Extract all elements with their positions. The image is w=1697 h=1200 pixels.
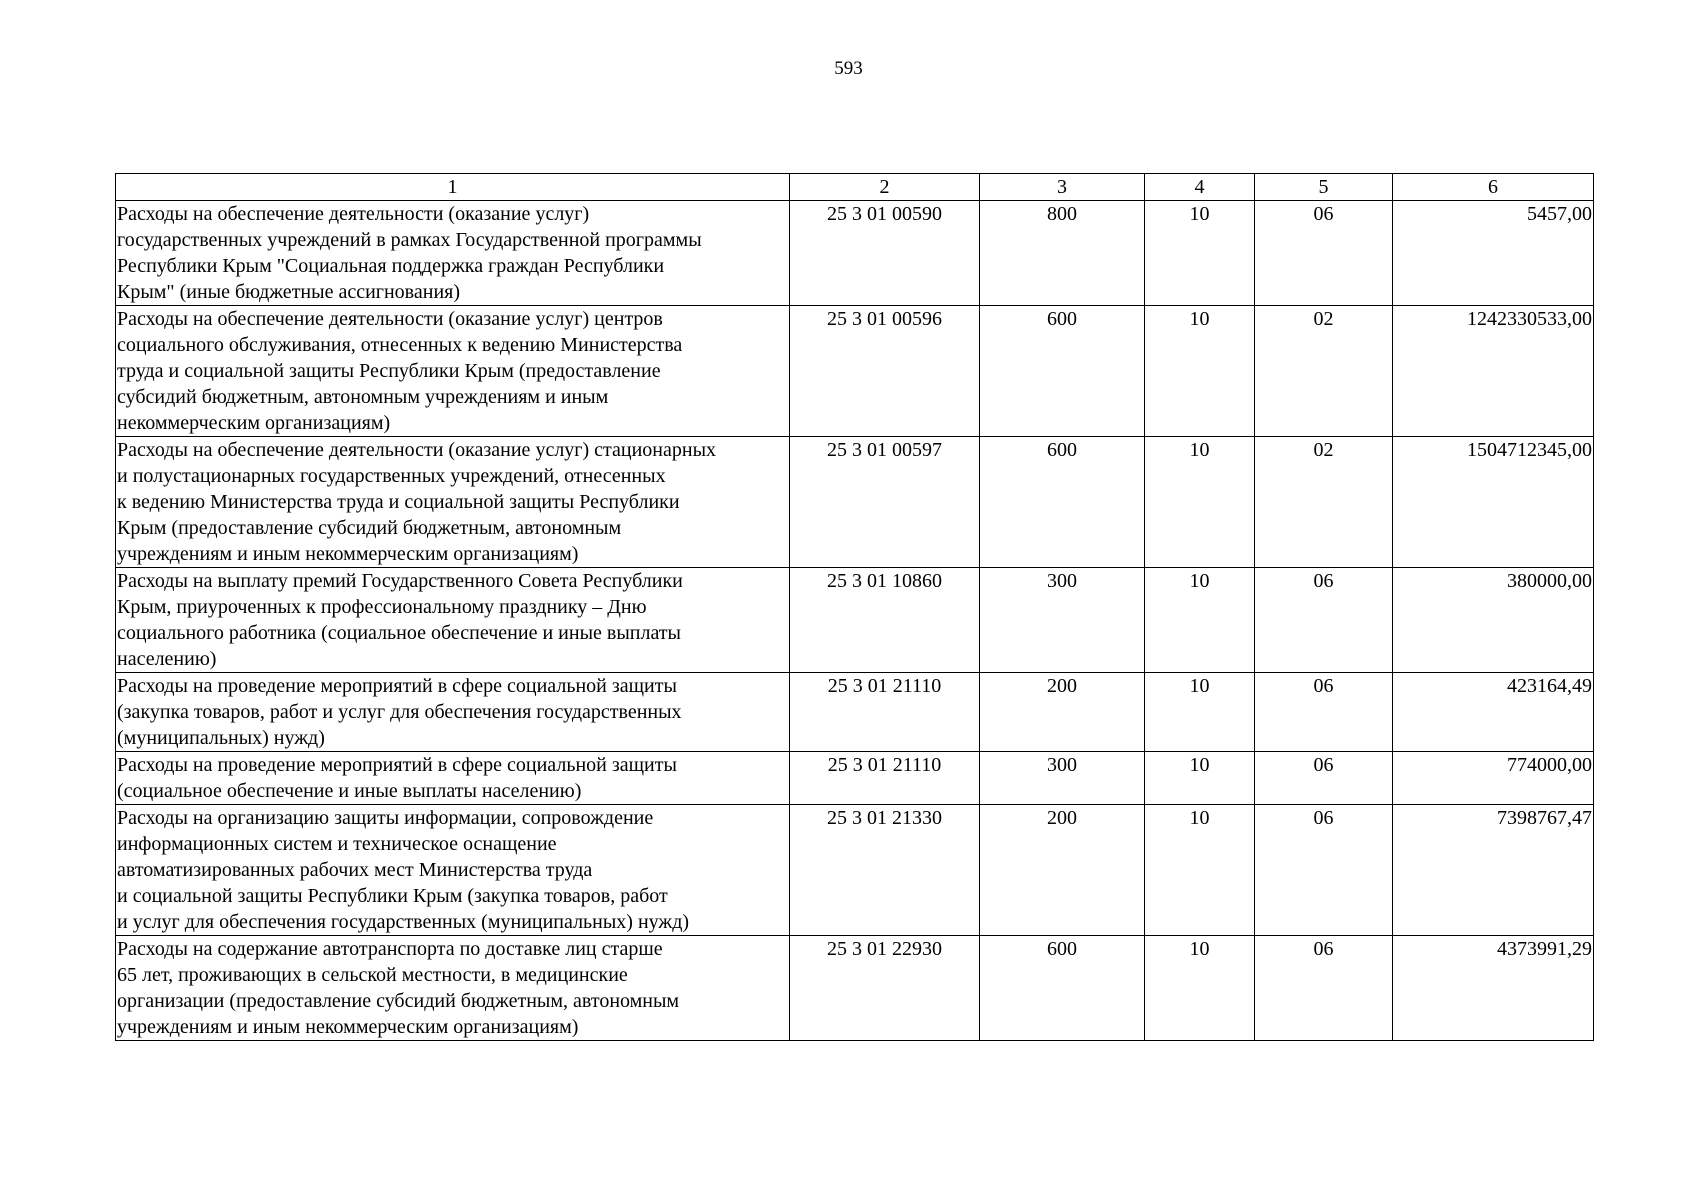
row-amount: 1242330533,00 xyxy=(1393,306,1594,437)
row-section: 10 xyxy=(1145,306,1255,437)
row-amount: 774000,00 xyxy=(1393,752,1594,805)
row-subsection: 06 xyxy=(1255,936,1393,1041)
row-description: Расходы на обеспечение деятельности (оказание услуг) стационарных и полустационарных государственных учреждений, отнесенных к ведению Министерства труда и социальной защиты Республики Крым (предоставление субсидий бюджетным, автономным учреждениям и иным некоммерческим организациям) xyxy=(116,437,790,568)
row-expense-type: 600 xyxy=(980,306,1145,437)
row-target-article: 25 3 01 22930 xyxy=(790,936,980,1041)
row-description: Расходы на организацию защиты информации, сопровождение информационных систем и техническое оснащение автоматизированных рабочих мест Министерства труда и социальной защиты Республики Крым (закупка товаров, работ и услуг для обеспечения государственных (муниципальных) нужд) xyxy=(116,805,790,936)
row-target-article: 25 3 01 21330 xyxy=(790,805,980,936)
row-target-article: 25 3 01 21110 xyxy=(790,752,980,805)
row-description: Расходы на проведение мероприятий в сфере социальной защиты (социальное обеспечение и иные выплаты населению) xyxy=(116,752,790,805)
row-subsection: 02 xyxy=(1255,437,1393,568)
column-header-2: 2 xyxy=(790,174,980,201)
page-number: 593 xyxy=(834,58,863,79)
row-description: Расходы на обеспечение деятельности (оказание услуг) государственных учреждений в рамках Государственной программы Республики Крым "Социальная поддержка граждан Республики Крым" (иные бюджетные ассигнования) xyxy=(116,201,790,306)
table-row xyxy=(116,805,1594,936)
table-row xyxy=(116,936,1594,1041)
table-row xyxy=(116,437,1594,568)
row-subsection: 06 xyxy=(1255,673,1393,752)
row-target-article: 25 3 01 21110 xyxy=(790,673,980,752)
row-expense-type: 800 xyxy=(980,201,1145,306)
row-target-article: 25 3 01 00590 xyxy=(790,201,980,306)
row-section: 10 xyxy=(1145,437,1255,568)
column-header-3: 3 xyxy=(980,174,1145,201)
row-section: 10 xyxy=(1145,805,1255,936)
row-amount: 1504712345,00 xyxy=(1393,437,1594,568)
row-amount: 4373991,29 xyxy=(1393,936,1594,1041)
row-description: Расходы на обеспечение деятельности (оказание услуг) центров социального обслуживания, отнесенных к ведению Министерства труда и социальной защиты Республики Крым (предоставление субсидий бюджетным, автономным учреждениям и иным некоммерческим организациям) xyxy=(116,306,790,437)
row-subsection: 06 xyxy=(1255,805,1393,936)
row-target-article: 25 3 01 10860 xyxy=(790,568,980,673)
row-section: 10 xyxy=(1145,673,1255,752)
row-expense-type: 300 xyxy=(980,568,1145,673)
budget-table xyxy=(115,173,1594,1041)
row-description: Расходы на проведение мероприятий в сфере социальной защиты (закупка товаров, работ и услуг для обеспечения государственных (муниципальных) нужд) xyxy=(116,673,790,752)
column-header-6: 6 xyxy=(1393,174,1594,201)
column-header-4: 4 xyxy=(1145,174,1255,201)
row-expense-type: 200 xyxy=(980,673,1145,752)
column-header-5: 5 xyxy=(1255,174,1393,201)
row-expense-type: 600 xyxy=(980,936,1145,1041)
row-subsection: 06 xyxy=(1255,568,1393,673)
row-subsection: 06 xyxy=(1255,201,1393,306)
row-amount: 380000,00 xyxy=(1393,568,1594,673)
row-subsection: 02 xyxy=(1255,306,1393,437)
row-expense-type: 200 xyxy=(980,805,1145,936)
table-row xyxy=(116,306,1594,437)
row-expense-type: 300 xyxy=(980,752,1145,805)
row-target-article: 25 3 01 00597 xyxy=(790,437,980,568)
row-section: 10 xyxy=(1145,752,1255,805)
row-section: 10 xyxy=(1145,201,1255,306)
row-section: 10 xyxy=(1145,568,1255,673)
row-amount: 423164,49 xyxy=(1393,673,1594,752)
column-header-1: 1 xyxy=(116,174,790,201)
row-expense-type: 600 xyxy=(980,437,1145,568)
row-section: 10 xyxy=(1145,936,1255,1041)
table-header-row xyxy=(116,174,1594,201)
row-description: Расходы на выплату премий Государственного Совета Республики Крым, приуроченных к профессиональному празднику – Дню социального работника (социальное обеспечение и иные выплаты населению) xyxy=(116,568,790,673)
table-row xyxy=(116,201,1594,306)
row-amount: 7398767,47 xyxy=(1393,805,1594,936)
row-subsection: 06 xyxy=(1255,752,1393,805)
table-row xyxy=(116,568,1594,673)
table-row xyxy=(116,673,1594,752)
row-description: Расходы на содержание автотранспорта по доставке лиц старше 65 лет, проживающих в сельской местности, в медицинские организации (предоставление субсидий бюджетным, автономным учреждениям и иным некоммерческим организациям) xyxy=(116,936,790,1041)
row-amount: 5457,00 xyxy=(1393,201,1594,306)
row-target-article: 25 3 01 00596 xyxy=(790,306,980,437)
table-row xyxy=(116,752,1594,805)
